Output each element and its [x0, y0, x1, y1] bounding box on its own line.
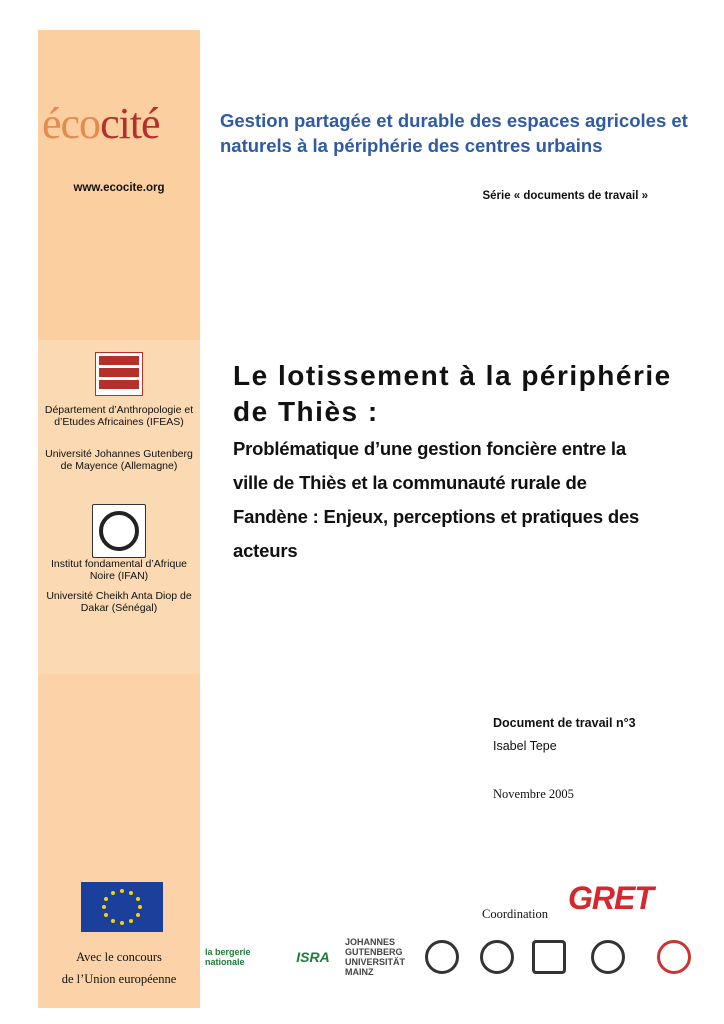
document-subtitle: Problématique d’une gestion foncière entre la ville de Thiès et la communauté rurale de Fandène : Enjeux, perceptions et pratiques des acteurs	[233, 438, 640, 561]
eu-flag-icon	[81, 882, 163, 932]
partner-logo-7	[581, 935, 635, 979]
series-label: Série « documents de travail »	[482, 190, 648, 202]
ifan-logo	[92, 504, 146, 558]
concours-line2: de l’Union européenne	[61, 972, 177, 986]
ifan-label: Institut fondamental d’Afrique Noire (IFAN)	[51, 558, 187, 582]
ifeas-label: Département d’Anthropologie et d’Etudes Africaines (IFEAS)	[44, 404, 194, 428]
partner-logo-8	[649, 935, 699, 979]
author: Isabel Tepe	[493, 739, 557, 753]
coordination-label: Coordination	[482, 907, 548, 921]
website-url[interactable]: www.ecocite.org	[73, 182, 165, 194]
logo-eco: éco	[42, 99, 101, 148]
isra-logo: ISRA	[296, 949, 330, 965]
publication-date: Novembre 2005	[493, 787, 574, 801]
ecocite-logo	[42, 98, 192, 158]
logo-cite: cité	[100, 99, 160, 148]
partner-logo-5	[477, 935, 517, 979]
gutenberg-logo: JOHANNES GUTENBERG UNIVERSITÄT MAINZ	[345, 937, 406, 977]
bergerie-nationale-logo: la bergerie nationale	[205, 947, 251, 967]
gret-logo: GRET	[568, 880, 653, 916]
partner-logo-6	[531, 935, 567, 979]
ucad-label: Université Cheikh Anta Diop de Dakar (Sénégal)	[46, 590, 192, 614]
program-headline: Gestion partagée et durable des espaces agricoles et naturels à la périphérie des centres urbains	[220, 110, 688, 156]
concours-line1: Avec le concours	[76, 950, 162, 964]
gutenberg-label: Université Johannes Gutenberg de Mayence (Allemagne)	[45, 448, 193, 472]
document-type: Document de travail n°3	[493, 716, 636, 730]
mainz-university-logo	[95, 352, 143, 396]
partner-logo-4	[423, 935, 461, 979]
document-title: Le lotissement à la périphérie de Thiès :	[233, 360, 672, 427]
partner-logos	[205, 935, 705, 981]
